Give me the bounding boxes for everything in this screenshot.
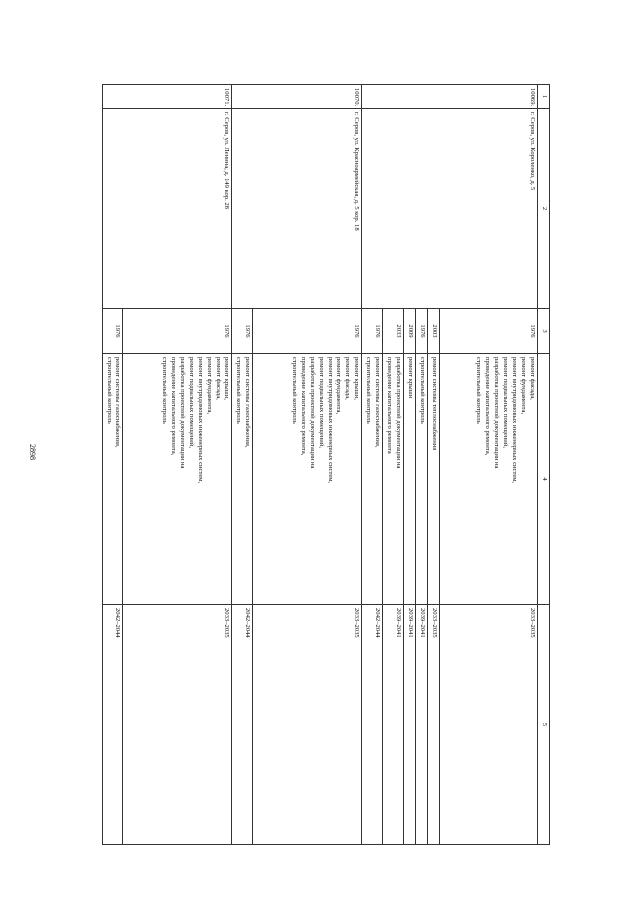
header-row xyxy=(538,84,550,844)
works-cell: строительный контроль xyxy=(416,353,428,604)
period-cell: 2033–2035 xyxy=(253,604,362,844)
year-cell: 1976 xyxy=(440,308,538,353)
year-cell: 1976 xyxy=(416,308,428,353)
year-cell: 1976 xyxy=(253,308,362,353)
period-cell: 2042–2044 xyxy=(102,604,123,844)
year-cell: 2003 xyxy=(428,308,440,353)
works-cell: ремонт крыши xyxy=(404,353,416,604)
row-number: 10069. xyxy=(362,84,538,108)
period-cell: 2033–2035 xyxy=(428,604,440,844)
column-header: 2 xyxy=(538,108,550,308)
page-number: 2898 xyxy=(28,444,37,460)
works-cell: разработка проектной документации на проведение капитального ремонта xyxy=(383,353,404,604)
column-header: 1 xyxy=(538,84,550,108)
table-row xyxy=(253,84,362,844)
column-header: 5 xyxy=(538,604,550,844)
table-row xyxy=(123,84,232,844)
period-cell: 2039–2041 xyxy=(383,604,404,844)
column-header: 3 xyxy=(538,308,550,353)
period-cell: 2039–2041 xyxy=(416,604,428,844)
period-cell: 2033–2035 xyxy=(440,604,538,844)
table-container xyxy=(90,84,550,844)
address-cell: г. Серов, ул. Короленко, д. 5 xyxy=(362,108,538,308)
works-cell: ремонт системы теплоснабжения xyxy=(428,353,440,604)
year-cell: 2009 xyxy=(404,308,416,353)
year-cell: 1976 xyxy=(232,308,253,353)
repair-schedule-table xyxy=(102,84,550,845)
year-cell: 1976 xyxy=(362,308,383,353)
works-cell: ремонт фасада, ремонт фундамента, ремонт внутридомовых инженерных систем, ремонт подвальных помещений, разработка проектной документации на проведение капитального ремонта, строительный контроль xyxy=(440,353,538,604)
row-number: 10070. xyxy=(232,84,362,108)
period-cell: 2042–2044 xyxy=(362,604,383,844)
row-number: 10071. xyxy=(102,84,232,108)
period-cell: 2033–2035 xyxy=(123,604,232,844)
address-cell: г. Серов, ул. Красноармейская, д. 5 кор. 18 xyxy=(232,108,362,308)
works-cell: ремонт системы газоснабжения, строительный контроль xyxy=(362,353,383,604)
works-cell: ремонт системы газоснабжения, строительный контроль xyxy=(232,353,253,604)
year-cell: 2033 xyxy=(383,308,404,353)
table-row xyxy=(440,84,538,844)
period-cell: 2039–2041 xyxy=(404,604,416,844)
address-cell: г. Серов, ул. Ленина, д. 149 кор. 28 xyxy=(102,108,232,308)
year-cell: 1976 xyxy=(102,308,123,353)
works-cell: ремонт системы газоснабжения, строительный контроль xyxy=(102,353,123,604)
period-cell: 2042–2044 xyxy=(232,604,253,844)
works-cell: ремонт крыши, ремонт фасада, ремонт фундамента, ремонт внутридомовых инженерных систем, ремонт подвальных помещений, разработка проектной документации на проведение капитального ремонта, строительный контроль xyxy=(123,353,232,604)
year-cell: 1976 xyxy=(123,308,232,353)
works-cell: ремонт крыши, ремонт фасада, ремонт фундамента, ремонт внутридомовых инженерных систем, ремонт подвальных помещений, разработка проектной документации на проведение капитального ремонта, строительный контроль xyxy=(253,353,362,604)
column-header: 4 xyxy=(538,353,550,604)
